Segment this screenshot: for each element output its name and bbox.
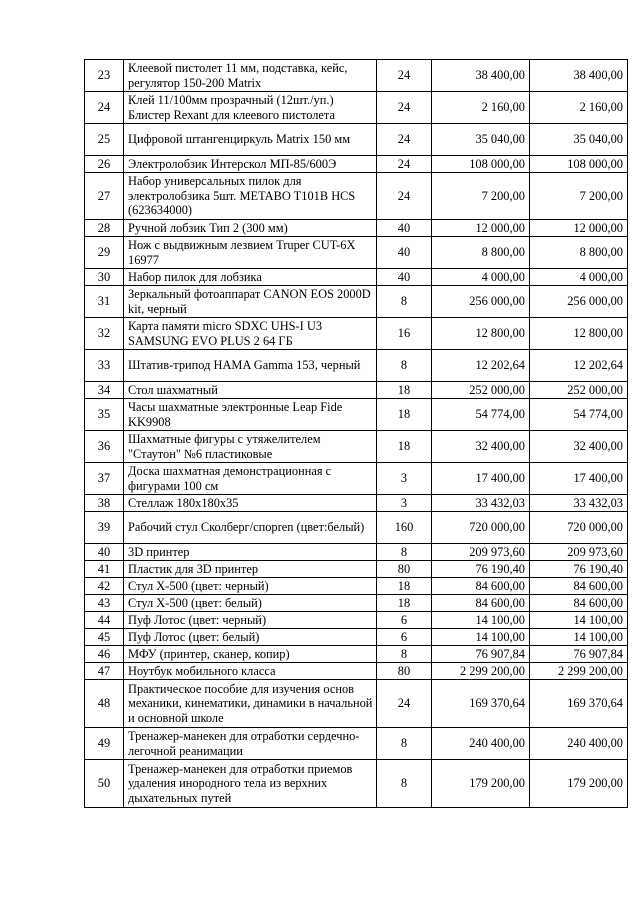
table-row xyxy=(85,544,628,561)
item-quantity: 18 xyxy=(377,382,432,399)
item-name: Штатив-трипод HAMA Gamma 153, черный xyxy=(124,350,377,382)
item-price: 240 400,00 xyxy=(432,728,530,760)
item-total: 14 100,00 xyxy=(530,629,628,646)
item-price: 54 774,00 xyxy=(432,399,530,431)
row-number: 26 xyxy=(85,156,124,173)
table-row xyxy=(85,578,628,595)
document-page xyxy=(84,59,628,808)
table-row xyxy=(85,286,628,318)
table-row xyxy=(85,629,628,646)
row-number: 28 xyxy=(85,220,124,237)
item-total: 2 160,00 xyxy=(530,92,628,124)
item-quantity: 6 xyxy=(377,629,432,646)
item-price: 252 000,00 xyxy=(432,382,530,399)
table-row xyxy=(85,680,628,728)
row-number: 24 xyxy=(85,92,124,124)
table-row xyxy=(85,350,628,382)
item-name: Стеллаж 180х180х35 xyxy=(124,495,377,512)
item-price: 84 600,00 xyxy=(432,578,530,595)
item-price: 76 190,40 xyxy=(432,561,530,578)
table-row xyxy=(85,760,628,808)
item-total: 84 600,00 xyxy=(530,595,628,612)
item-quantity: 24 xyxy=(377,124,432,156)
item-quantity: 18 xyxy=(377,399,432,431)
item-name: Набор пилок для лобзика xyxy=(124,269,377,286)
table-row xyxy=(85,318,628,350)
item-quantity: 18 xyxy=(377,431,432,463)
item-price: 84 600,00 xyxy=(432,595,530,612)
table-row xyxy=(85,495,628,512)
table-row xyxy=(85,237,628,269)
item-total: 256 000,00 xyxy=(530,286,628,318)
item-price: 38 400,00 xyxy=(432,60,530,92)
item-price: 179 200,00 xyxy=(432,760,530,808)
item-quantity: 80 xyxy=(377,663,432,680)
item-name: 3D принтер xyxy=(124,544,377,561)
item-name: Нож с выдвижным лезвием Truper CUT-6X 16977 xyxy=(124,237,377,269)
item-total: 76 190,40 xyxy=(530,561,628,578)
item-name: Клей 11/100мм прозрачный (12шт./уп.) Блистер Rexant для клеевого пистолета xyxy=(124,92,377,124)
item-quantity: 80 xyxy=(377,561,432,578)
item-quantity: 16 xyxy=(377,318,432,350)
item-price: 32 400,00 xyxy=(432,431,530,463)
item-price: 169 370,64 xyxy=(432,680,530,728)
item-total: 169 370,64 xyxy=(530,680,628,728)
item-quantity: 8 xyxy=(377,760,432,808)
item-total: 179 200,00 xyxy=(530,760,628,808)
item-total: 17 400,00 xyxy=(530,463,628,495)
item-price: 35 040,00 xyxy=(432,124,530,156)
item-name: Пуф Лотос (цвет: белый) xyxy=(124,629,377,646)
item-name: Ноутбук мобильного класса xyxy=(124,663,377,680)
item-price: 12 000,00 xyxy=(432,220,530,237)
item-quantity: 3 xyxy=(377,463,432,495)
item-total: 7 200,00 xyxy=(530,173,628,220)
item-quantity: 40 xyxy=(377,269,432,286)
row-number: 34 xyxy=(85,382,124,399)
item-quantity: 8 xyxy=(377,544,432,561)
row-number: 46 xyxy=(85,646,124,663)
item-price: 14 100,00 xyxy=(432,612,530,629)
items-table-body xyxy=(85,60,628,808)
row-number: 39 xyxy=(85,512,124,544)
row-number: 30 xyxy=(85,269,124,286)
row-number: 38 xyxy=(85,495,124,512)
item-total: 720 000,00 xyxy=(530,512,628,544)
table-row xyxy=(85,612,628,629)
item-name: Стул Х-500 (цвет: черный) xyxy=(124,578,377,595)
item-total: 108 000,00 xyxy=(530,156,628,173)
row-number: 33 xyxy=(85,350,124,382)
table-row xyxy=(85,512,628,544)
item-name: Стол шахматный xyxy=(124,382,377,399)
row-number: 42 xyxy=(85,578,124,595)
item-price: 209 973,60 xyxy=(432,544,530,561)
item-name: Рабочий стул Сколберг/спорren (цвет:белый) xyxy=(124,512,377,544)
table-row xyxy=(85,269,628,286)
row-number: 27 xyxy=(85,173,124,220)
item-price: 256 000,00 xyxy=(432,286,530,318)
item-name: Тренажер-манекен для отработки приемов удаления инородного тела из верхних дыхательных путей xyxy=(124,760,377,808)
row-number: 47 xyxy=(85,663,124,680)
item-total: 12 000,00 xyxy=(530,220,628,237)
item-price: 14 100,00 xyxy=(432,629,530,646)
item-price: 76 907,84 xyxy=(432,646,530,663)
item-total: 240 400,00 xyxy=(530,728,628,760)
item-total: 209 973,60 xyxy=(530,544,628,561)
items-table xyxy=(84,59,628,808)
row-number: 23 xyxy=(85,60,124,92)
item-quantity: 40 xyxy=(377,237,432,269)
item-price: 108 000,00 xyxy=(432,156,530,173)
row-number: 37 xyxy=(85,463,124,495)
item-name: Электролобзик Интерскол МП-85/600Э xyxy=(124,156,377,173)
item-price: 2 299 200,00 xyxy=(432,663,530,680)
item-price: 4 000,00 xyxy=(432,269,530,286)
item-total: 8 800,00 xyxy=(530,237,628,269)
item-quantity: 8 xyxy=(377,646,432,663)
row-number: 45 xyxy=(85,629,124,646)
item-quantity: 8 xyxy=(377,286,432,318)
item-quantity: 18 xyxy=(377,595,432,612)
item-total: 12 800,00 xyxy=(530,318,628,350)
table-row xyxy=(85,561,628,578)
item-quantity: 24 xyxy=(377,92,432,124)
item-name: Зеркальный фотоаппарат CANON EOS 2000D kit, черный xyxy=(124,286,377,318)
item-name: Цифровой штангенциркуль Matrix 150 мм xyxy=(124,124,377,156)
item-total: 4 000,00 xyxy=(530,269,628,286)
item-name: Доска шахматная демонстрационная с фигурами 100 см xyxy=(124,463,377,495)
item-total: 252 000,00 xyxy=(530,382,628,399)
item-total: 33 432,03 xyxy=(530,495,628,512)
item-quantity: 24 xyxy=(377,60,432,92)
item-quantity: 18 xyxy=(377,578,432,595)
item-total: 54 774,00 xyxy=(530,399,628,431)
row-number: 41 xyxy=(85,561,124,578)
row-number: 35 xyxy=(85,399,124,431)
item-name: Пуф Лотос (цвет: черный) xyxy=(124,612,377,629)
item-name: Ручной лобзик Тип 2 (300 мм) xyxy=(124,220,377,237)
item-price: 12 202,64 xyxy=(432,350,530,382)
item-price: 7 200,00 xyxy=(432,173,530,220)
table-row xyxy=(85,595,628,612)
item-total: 84 600,00 xyxy=(530,578,628,595)
item-name: Набор универсальных пилок для электролобзика 5шт. METABO T101B HCS (623634000) xyxy=(124,173,377,220)
item-quantity: 3 xyxy=(377,495,432,512)
table-row xyxy=(85,646,628,663)
item-price: 720 000,00 xyxy=(432,512,530,544)
table-row xyxy=(85,124,628,156)
item-quantity: 8 xyxy=(377,728,432,760)
item-name: МФУ (принтер, сканер, копир) xyxy=(124,646,377,663)
item-price: 2 160,00 xyxy=(432,92,530,124)
item-name: Клеевой пистолет 11 мм, подставка, кейс, регулятор 150-200 Matrix xyxy=(124,60,377,92)
item-price: 33 432,03 xyxy=(432,495,530,512)
item-total: 14 100,00 xyxy=(530,612,628,629)
item-quantity: 24 xyxy=(377,173,432,220)
item-price: 8 800,00 xyxy=(432,237,530,269)
item-name: Шахматные фигуры с утяжелителем "Стаутон" №6 пластиковые xyxy=(124,431,377,463)
item-quantity: 24 xyxy=(377,680,432,728)
table-row xyxy=(85,220,628,237)
row-number: 32 xyxy=(85,318,124,350)
item-quantity: 40 xyxy=(377,220,432,237)
table-row xyxy=(85,382,628,399)
table-row xyxy=(85,431,628,463)
table-row xyxy=(85,173,628,220)
item-name: Практическое пособие для изучения основ механики, кинематики, динамики в начальной и основной школе xyxy=(124,680,377,728)
item-total: 32 400,00 xyxy=(530,431,628,463)
item-price: 17 400,00 xyxy=(432,463,530,495)
table-row xyxy=(85,728,628,760)
table-row xyxy=(85,399,628,431)
row-number: 44 xyxy=(85,612,124,629)
row-number: 31 xyxy=(85,286,124,318)
item-quantity: 8 xyxy=(377,350,432,382)
row-number: 36 xyxy=(85,431,124,463)
row-number: 50 xyxy=(85,760,124,808)
row-number: 25 xyxy=(85,124,124,156)
table-row xyxy=(85,92,628,124)
item-quantity: 24 xyxy=(377,156,432,173)
row-number: 43 xyxy=(85,595,124,612)
item-name: Пластик для 3D принтер xyxy=(124,561,377,578)
item-name: Стул Х-500 (цвет: белый) xyxy=(124,595,377,612)
item-total: 35 040,00 xyxy=(530,124,628,156)
table-row xyxy=(85,463,628,495)
item-total: 2 299 200,00 xyxy=(530,663,628,680)
table-row xyxy=(85,156,628,173)
row-number: 48 xyxy=(85,680,124,728)
table-row xyxy=(85,60,628,92)
item-total: 12 202,64 xyxy=(530,350,628,382)
row-number: 40 xyxy=(85,544,124,561)
item-total: 38 400,00 xyxy=(530,60,628,92)
row-number: 29 xyxy=(85,237,124,269)
item-quantity: 6 xyxy=(377,612,432,629)
table-row xyxy=(85,663,628,680)
row-number: 49 xyxy=(85,728,124,760)
item-price: 12 800,00 xyxy=(432,318,530,350)
item-name: Часы шахматные электронные Leap Fide KK9908 xyxy=(124,399,377,431)
item-total: 76 907,84 xyxy=(530,646,628,663)
item-quantity: 160 xyxy=(377,512,432,544)
item-name: Тренажер-манекен для отработки сердечно-легочной реанимации xyxy=(124,728,377,760)
item-name: Карта памяти micro SDXC UHS-I U3 SAMSUNG EVO PLUS 2 64 ГБ xyxy=(124,318,377,350)
